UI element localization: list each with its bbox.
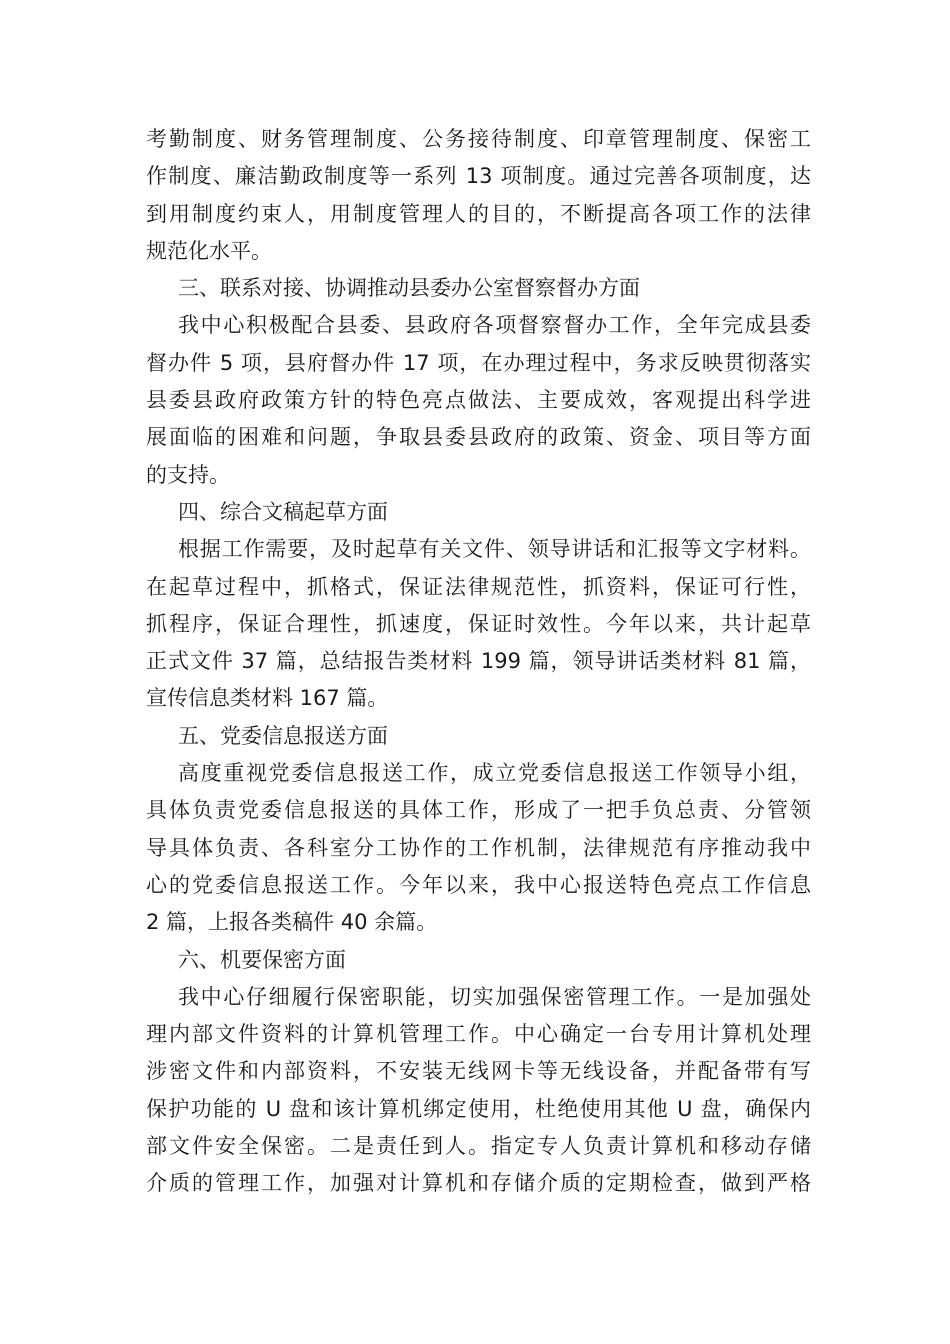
body-line: 抓程序，保证合理性，抓速度，保证时效性。今年以来，共计起草 <box>146 611 811 636</box>
body-line: 部文件安全保密。二是责任到人。指定专人负责计算机和移动存储 <box>146 1134 811 1159</box>
body-line: 在起草过程中，抓格式，保证法律规范性，抓资料，保证可行性， <box>146 574 811 599</box>
body-line: 高度重视党委信息报送工作，成立党委信息报送工作领导小组， <box>178 761 811 786</box>
body-line: 考勤制度、财务管理制度、公务接待制度、印章管理制度、保密工 <box>146 127 811 151</box>
body-line: 的支持。 <box>146 462 230 487</box>
body-line: 介质的管理工作，加强对计算机和存储介质的定期检查，做到严格 <box>146 1171 811 1196</box>
body-line: 宣传信息类材料 167 篇。 <box>146 686 389 711</box>
body-line: 理内部文件资料的计算机管理工作。中心确定一台专用计算机处理 <box>146 1022 811 1047</box>
body-line: 涉密文件和内部资料，不安装无线网卡等无线设备，并配备带有写 <box>146 1059 811 1084</box>
document-body <box>146 121 811 1203</box>
body-line: 到用制度约束人，用制度管理人的目的，不断提高各项工作的法律 <box>146 201 811 226</box>
body-line: 2 篇，上报各类稿件 40 余篇。 <box>146 910 438 935</box>
section-heading: 三、联系对接、协调推动县委办公室督察督办方面 <box>178 276 640 301</box>
body-line: 作制度、廉洁勤政制度等一系列 13 项制度。通过完善各项制度，达 <box>146 164 811 189</box>
body-line: 规范化水平。 <box>146 238 272 263</box>
body-line: 我中心积极配合县委、县政府各项督察督办工作，全年完成县委 <box>178 313 811 338</box>
body-line: 我中心仔细履行保密职能，切实加强保密管理工作。一是加强处 <box>178 984 811 1009</box>
body-line: 展面临的困难和问题，争取县委县政府的政策、资金、项目等方面 <box>146 425 811 450</box>
body-line: 根据工作需要，及时起草有关文件、领导讲话和汇报等文字材料。 <box>178 537 811 562</box>
body-line: 督办件 5 项，县府督办件 17 项，在办理过程中，务求反映贯彻落实 <box>146 350 811 375</box>
body-line: 正式文件 37 篇，总结报告类材料 199 篇，领导讲话类材料 81 篇， <box>146 649 811 674</box>
section-heading: 四、综合文稿起草方面 <box>178 499 388 524</box>
body-line: 保护功能的 U 盘和该计算机绑定使用，杜绝使用其他 U 盘，确保内 <box>146 1096 811 1121</box>
body-line: 心的党委信息报送工作。今年以来，我中心报送特色亮点工作信息 <box>146 872 811 897</box>
body-line: 具体负责党委信息报送的具体工作，形成了一把手负总责、分管领 <box>146 798 811 823</box>
body-line: 县委县政府政策方针的特色亮点做法、主要成效，客观提出科学进 <box>146 388 811 413</box>
section-heading: 五、党委信息报送方面 <box>178 723 388 748</box>
section-heading: 六、机要保密方面 <box>178 947 346 972</box>
body-line: 导具体负责、各科室分工协作的工作机制，法律规范有序推动我中 <box>146 835 811 860</box>
